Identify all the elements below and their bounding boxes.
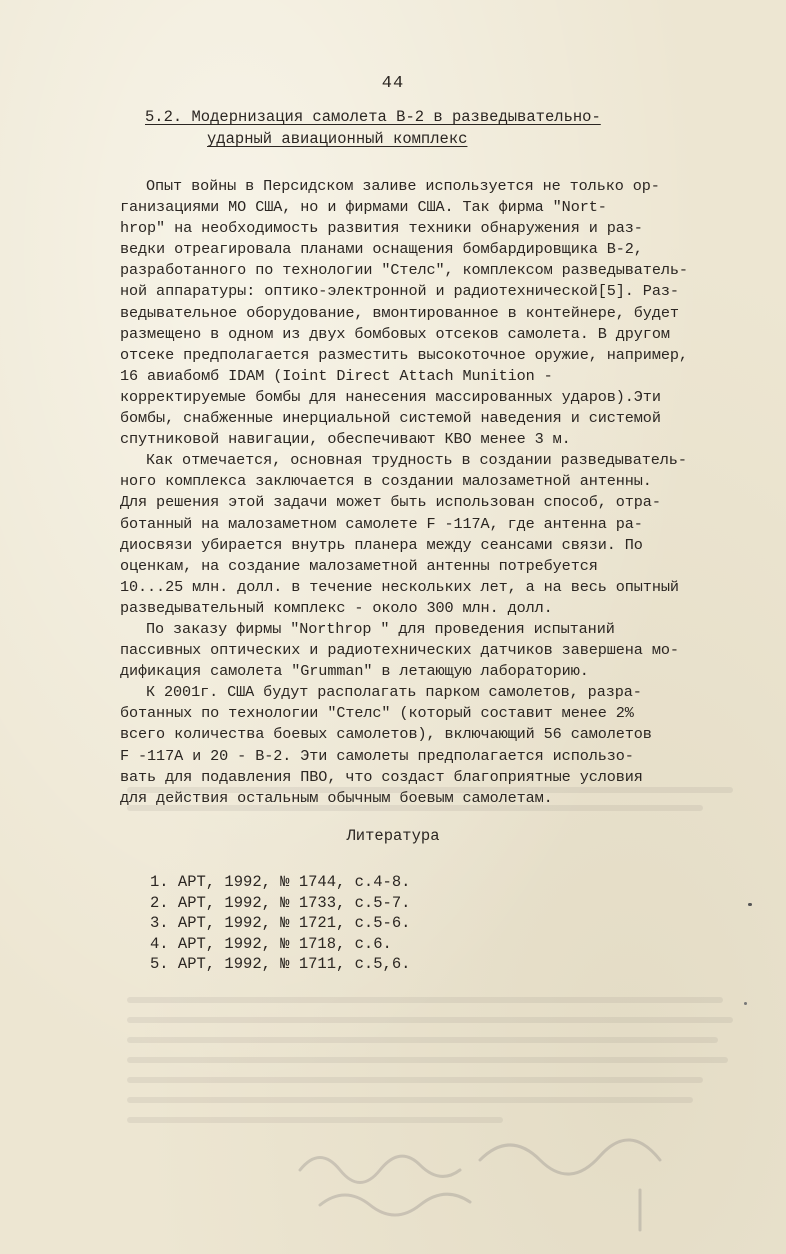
section-heading-2 xyxy=(207,130,467,148)
body-line: бомбы, снабженные инерциальной системой наведения и системой xyxy=(120,409,661,428)
body-line: Для решения этой задачи может быть использован способ, отра- xyxy=(120,493,661,512)
body-line: ного комплекса заключается в создании малозаметной антенны. xyxy=(120,472,652,491)
page-number: 44 xyxy=(381,74,405,93)
body-line: К 2001г. США будут располагать парком самолетов, разра- xyxy=(146,683,642,702)
body-line: отсеке предполагается разместить высокоточное оружие, например, xyxy=(120,345,688,364)
body-line: дификация самолета "Grumman" в летающую лабораторию. xyxy=(120,662,589,681)
body-line: ной аппаратуры: оптико-электронной и радиотехнической[5]. Раз- xyxy=(120,282,679,301)
body-line: 10...25 млн. долл. в течение нескольких лет, а на весь опытный xyxy=(120,577,679,596)
reference-item: 4. АРТ, 1992, № 1718, с.6. xyxy=(150,934,392,953)
section-heading-line-2: ударный авиационный комплекс xyxy=(207,130,468,148)
body-line: ведывательное оборудование, вмонтированное в контейнере, будет xyxy=(120,303,679,322)
section-heading-line-1: 5.2. Модернизация самолета В-2 в разведывательно- xyxy=(145,108,601,126)
reference-item: 2. АРТ, 1992, № 1733, с.5-7. xyxy=(150,893,411,912)
body-line: ведки отреагировала планами оснащения бомбардировщика В-2, xyxy=(120,240,643,259)
body-line: размещено в одном из двух бомбовых отсеков самолета. В другом xyxy=(120,324,670,343)
body-line: F -117А и 20 - В-2. Эти самолеты предполагается использо- xyxy=(120,746,634,765)
body-line: По заказу фирмы "Northrop " для проведения испытаний xyxy=(146,619,615,638)
body-line: Как отмечается, основная трудность в создании разведыватель- xyxy=(146,451,687,470)
body-line: для действия остальным обычным боевым самолетам. xyxy=(120,788,553,807)
body-line: спутниковой навигации, обеспечивают КВО менее 3 м. xyxy=(120,430,571,449)
body-line: диосвязи убирается внутрь планера между сеансами связи. По xyxy=(120,535,643,554)
body-line: 16 авиабомб IDAM (Ioint Direct Attach Munition - xyxy=(120,366,553,385)
section-heading xyxy=(145,108,601,126)
body-line: hrop" на необходимость развития техники обнаружения и раз- xyxy=(120,219,643,238)
body-line: разработанного по технологии "Стелс", комплексом разведыватель- xyxy=(120,261,688,280)
reference-item: 3. АРТ, 1992, № 1721, с.5-6. xyxy=(150,914,411,933)
body-line: разведывательный комплекс - около 300 млн. долл. xyxy=(120,598,553,617)
body-text xyxy=(120,176,740,809)
reference-item: 5. АРТ, 1992, № 1711, с.5,6. xyxy=(150,955,411,974)
body-line: ганизациями МО США, но и фирмами США. Так фирма "Nort- xyxy=(120,198,607,217)
body-line: корректируемые бомбы для нанесения массированных ударов).Эти xyxy=(120,387,661,406)
body-line: ботанный на малозаметном самолете F -117А, где антенна ра- xyxy=(120,514,643,533)
body-line: всего количества боевых самолетов), включающий 56 самолетов xyxy=(120,725,652,744)
body-line: вать для подавления ПВО, что создаст благоприятные условия xyxy=(120,767,643,786)
references-list xyxy=(150,872,550,975)
body-line: ботанных по технологии "Стелс" (который составит менее 2% xyxy=(120,704,634,723)
handwriting-bleed-top xyxy=(39,10,49,41)
references-title: Литература xyxy=(346,827,440,845)
body-line: оценкам, на создание малозаметной антенны потребуется xyxy=(120,556,598,575)
ink-speck xyxy=(744,1002,747,1005)
reference-item: 1. АРТ, 1992, № 1744, с.4-8. xyxy=(150,873,411,891)
ink-speck xyxy=(748,903,752,906)
body-line: пассивных оптических и радиотехнических датчиков завершена мо- xyxy=(120,641,679,660)
body-line: Опыт войны в Персидском заливе используется не только ор- xyxy=(146,177,660,195)
